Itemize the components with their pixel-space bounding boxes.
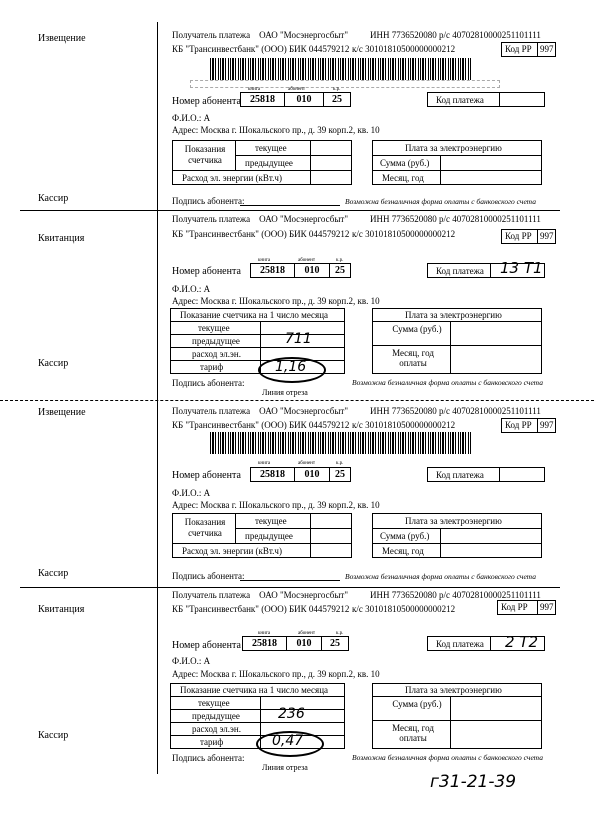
barcode-2 xyxy=(210,432,472,454)
account-subscriber: 010 xyxy=(284,92,324,107)
cashier-label-1: Кассир xyxy=(38,193,69,204)
kod-rr-box: Код РР 997 xyxy=(501,42,556,57)
recipient-inn: ИНН 7736520080 р/с 40702810000251101111 xyxy=(370,30,541,40)
handwritten-prev-2: 236 xyxy=(278,706,305,722)
signature-1: Подпись абонента: xyxy=(172,196,245,206)
kod-rr-box-3: Код РР 997 xyxy=(501,418,556,433)
cashier-label-3: Кассир xyxy=(38,568,69,579)
kod-rr-box-4: Код РР 997 xyxy=(497,600,556,615)
column-divider xyxy=(157,22,158,774)
section-divider-2 xyxy=(20,587,560,588)
handwritten-bottom: г31-21-39 xyxy=(430,772,517,792)
payment-code-box-4: Код платежа xyxy=(427,636,545,651)
cut-line-1 xyxy=(0,400,594,401)
recipient-name: ОАО "Мосэнергосбыт" xyxy=(259,30,348,40)
side-label-receipt-1: Квитанция xyxy=(38,233,85,244)
handwritten-tarif-2: 0,47 xyxy=(272,733,304,749)
payment-code-box: Код платежа xyxy=(427,92,545,107)
barcode-box xyxy=(190,80,500,88)
section-divider-1 xyxy=(20,210,560,211)
side-label-notice-1: Извещение xyxy=(38,33,86,44)
side-label-receipt-2: Квитанция xyxy=(38,604,85,615)
bank-ks: к/с 30101810500000000212 xyxy=(352,44,456,54)
recipient-label: Получатель платежа xyxy=(172,30,251,40)
cashier-label-2: Кассир xyxy=(38,358,69,369)
handwritten-code-1: 13 Т1 xyxy=(500,259,543,277)
payment-code-box-3: Код платежа xyxy=(427,467,545,482)
handwritten-tarif-1: 1,16 xyxy=(275,359,307,375)
barcode xyxy=(210,58,472,80)
cut-line-label-1: Линия отреза xyxy=(262,388,308,397)
handwritten-prev-1: 711 xyxy=(285,331,312,347)
account-label: Номер абонента xyxy=(172,96,241,107)
payment-code-box-2: Код платежа xyxy=(427,263,545,278)
side-label-notice-2: Извещение xyxy=(38,407,86,418)
kod-rr-box-2: Код РР 997 xyxy=(501,229,556,244)
address: Адрес: Москва г. Шокальского пр., д. 39 корп.2, кв. 10 xyxy=(172,125,380,135)
cashier-label-4: Кассир xyxy=(38,730,69,741)
cut-line-label-2: Линия отреза xyxy=(262,763,308,772)
bank-note-1: Возможна безналичная форма оплаты с банковского счета xyxy=(345,197,536,206)
account-kr: 25 xyxy=(323,92,351,107)
handwritten-code-2: 2 Т2 xyxy=(505,633,539,651)
bank-name: КБ "Трансинвестбанк" (ООО) БИК 044579212 xyxy=(172,44,350,54)
fio: Ф.И.О.: А xyxy=(172,113,211,123)
account-book: 25818 xyxy=(240,92,285,107)
